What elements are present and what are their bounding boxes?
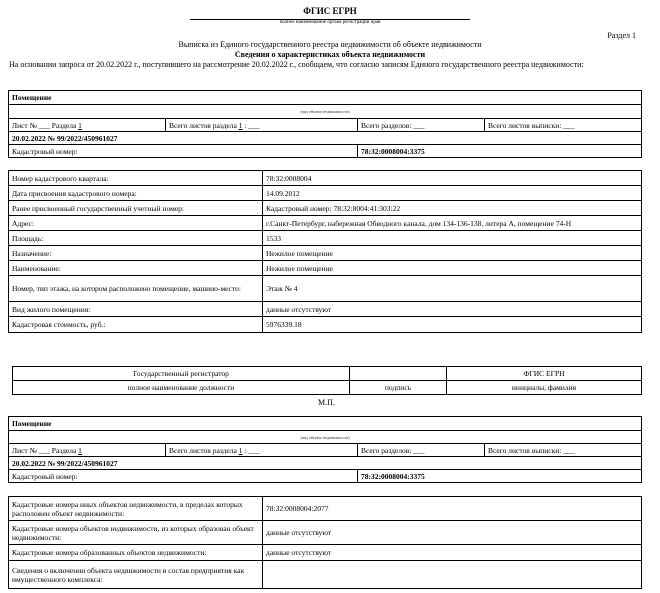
table-row: Номер кадастрового квартала: 78:32:0008004	[9, 171, 642, 186]
signature-caption: подпись	[350, 381, 447, 395]
signature-blank	[350, 367, 447, 381]
cadastral-number-value: 78:32:0008004:3375	[358, 145, 642, 158]
sheet-number: Лист № ___ Раздела 1	[9, 444, 166, 457]
stamp-place: М.П.	[318, 398, 335, 407]
table-row: Площадь: 1533	[9, 231, 642, 246]
registrar-org: ФГИС ЕГРН	[447, 367, 642, 381]
cadastral-number-value: 78:32:0008004:3375	[358, 470, 642, 483]
object-type: Помещение	[9, 91, 642, 105]
table-row: Адрес: г.Санкт-Петербург, набережная Обводного канала, дом 134-136-138, литера А, помещение 74-Н	[9, 216, 642, 231]
block1-header-table	[8, 90, 642, 158]
position-caption: полное наименование должности	[13, 381, 350, 395]
sheets-total: Всего листов выписки: ___	[485, 119, 642, 132]
sheets-in-section: Всего листов раздела 1 : ___	[166, 444, 358, 457]
registry-subtitle: полное наименование органа регистрации прав	[279, 20, 381, 25]
object-type: Помещение	[9, 417, 642, 431]
extract-title: Выписка из Единого государственного реестра недвижимости об объекте недвижимости	[178, 40, 482, 49]
cadastral-number-label: Кадастровый номер:	[9, 145, 358, 158]
date-and-number: 20.02.2022 № 99/2022/450961027	[9, 457, 642, 470]
sheets-total: Всего листов выписки: ___	[485, 444, 642, 457]
table-row: Номер, тип этажа, на котором расположено помещение, машино-место: Этаж № 4	[9, 276, 642, 302]
sections-total: Всего разделов: ___	[358, 119, 485, 132]
table-row: Сведения о включении объекта недвижимости в состав предприятия как имущественного комплекса:	[9, 561, 642, 589]
table-row: Наименование: Нежилое помещение	[9, 261, 642, 276]
block2-properties-table	[8, 496, 642, 589]
basis-text: На основании запроса от 20.02.2022 г., поступившего на рассмотрение 20.02.2022 г., сообщаем, что согласно записям Единого государственного реестра недвижимости:	[9, 60, 584, 69]
info-title: Сведения о характеристиках объекта недвижимости	[234, 50, 426, 59]
block2-header-table	[8, 416, 642, 483]
object-type-caption: (вид объекта недвижимости)	[9, 431, 642, 444]
registry-title: ФГИС ЕГРН	[303, 6, 357, 16]
table-row: Назначение: Нежилое помещение	[9, 246, 642, 261]
table-row: Ранее присвоенный государственный учетный номер: Кадастровый номер: 78:32:8004:41:303:22	[9, 201, 642, 216]
sheets-in-section: Всего листов раздела 1 : ___	[166, 119, 358, 132]
initials-caption: инициалы, фамилия	[447, 381, 642, 395]
signature-table	[12, 366, 642, 395]
table-row: Кадастровые номера иных объектов недвижимости, в пределах которых расположен объект недвижимости: 78:32:0008004:2077	[9, 497, 642, 521]
registrar-title: Государственный регистратор	[13, 367, 350, 381]
sheet-number: Лист № ___ Раздела 1	[9, 119, 166, 132]
table-row: Кадастровые номера объектов недвижимости, из которых образован объект недвижимости: данные отсутствуют	[9, 521, 642, 545]
cadastral-number-label: Кадастровый номер:	[9, 470, 358, 483]
section-label: Раздел 1	[607, 31, 636, 40]
block1-properties-table	[8, 170, 642, 333]
date-and-number: 20.02.2022 № 99/2022/450961027	[9, 132, 642, 145]
table-row: Дата присвоения кадастрового номера: 14.09.2012	[9, 186, 642, 201]
table-row: Кадастровая стоимость, руб.: 5976339.18	[9, 317, 642, 333]
table-row: Вид жилого помещения: данные отсутствуют	[9, 302, 642, 317]
sections-total: Всего разделов: ___	[358, 444, 485, 457]
object-type-caption: (вид объекта недвижимости)	[9, 105, 642, 119]
table-row: Кадастровые номера образованных объектов недвижимости: данные отсутствуют	[9, 545, 642, 561]
